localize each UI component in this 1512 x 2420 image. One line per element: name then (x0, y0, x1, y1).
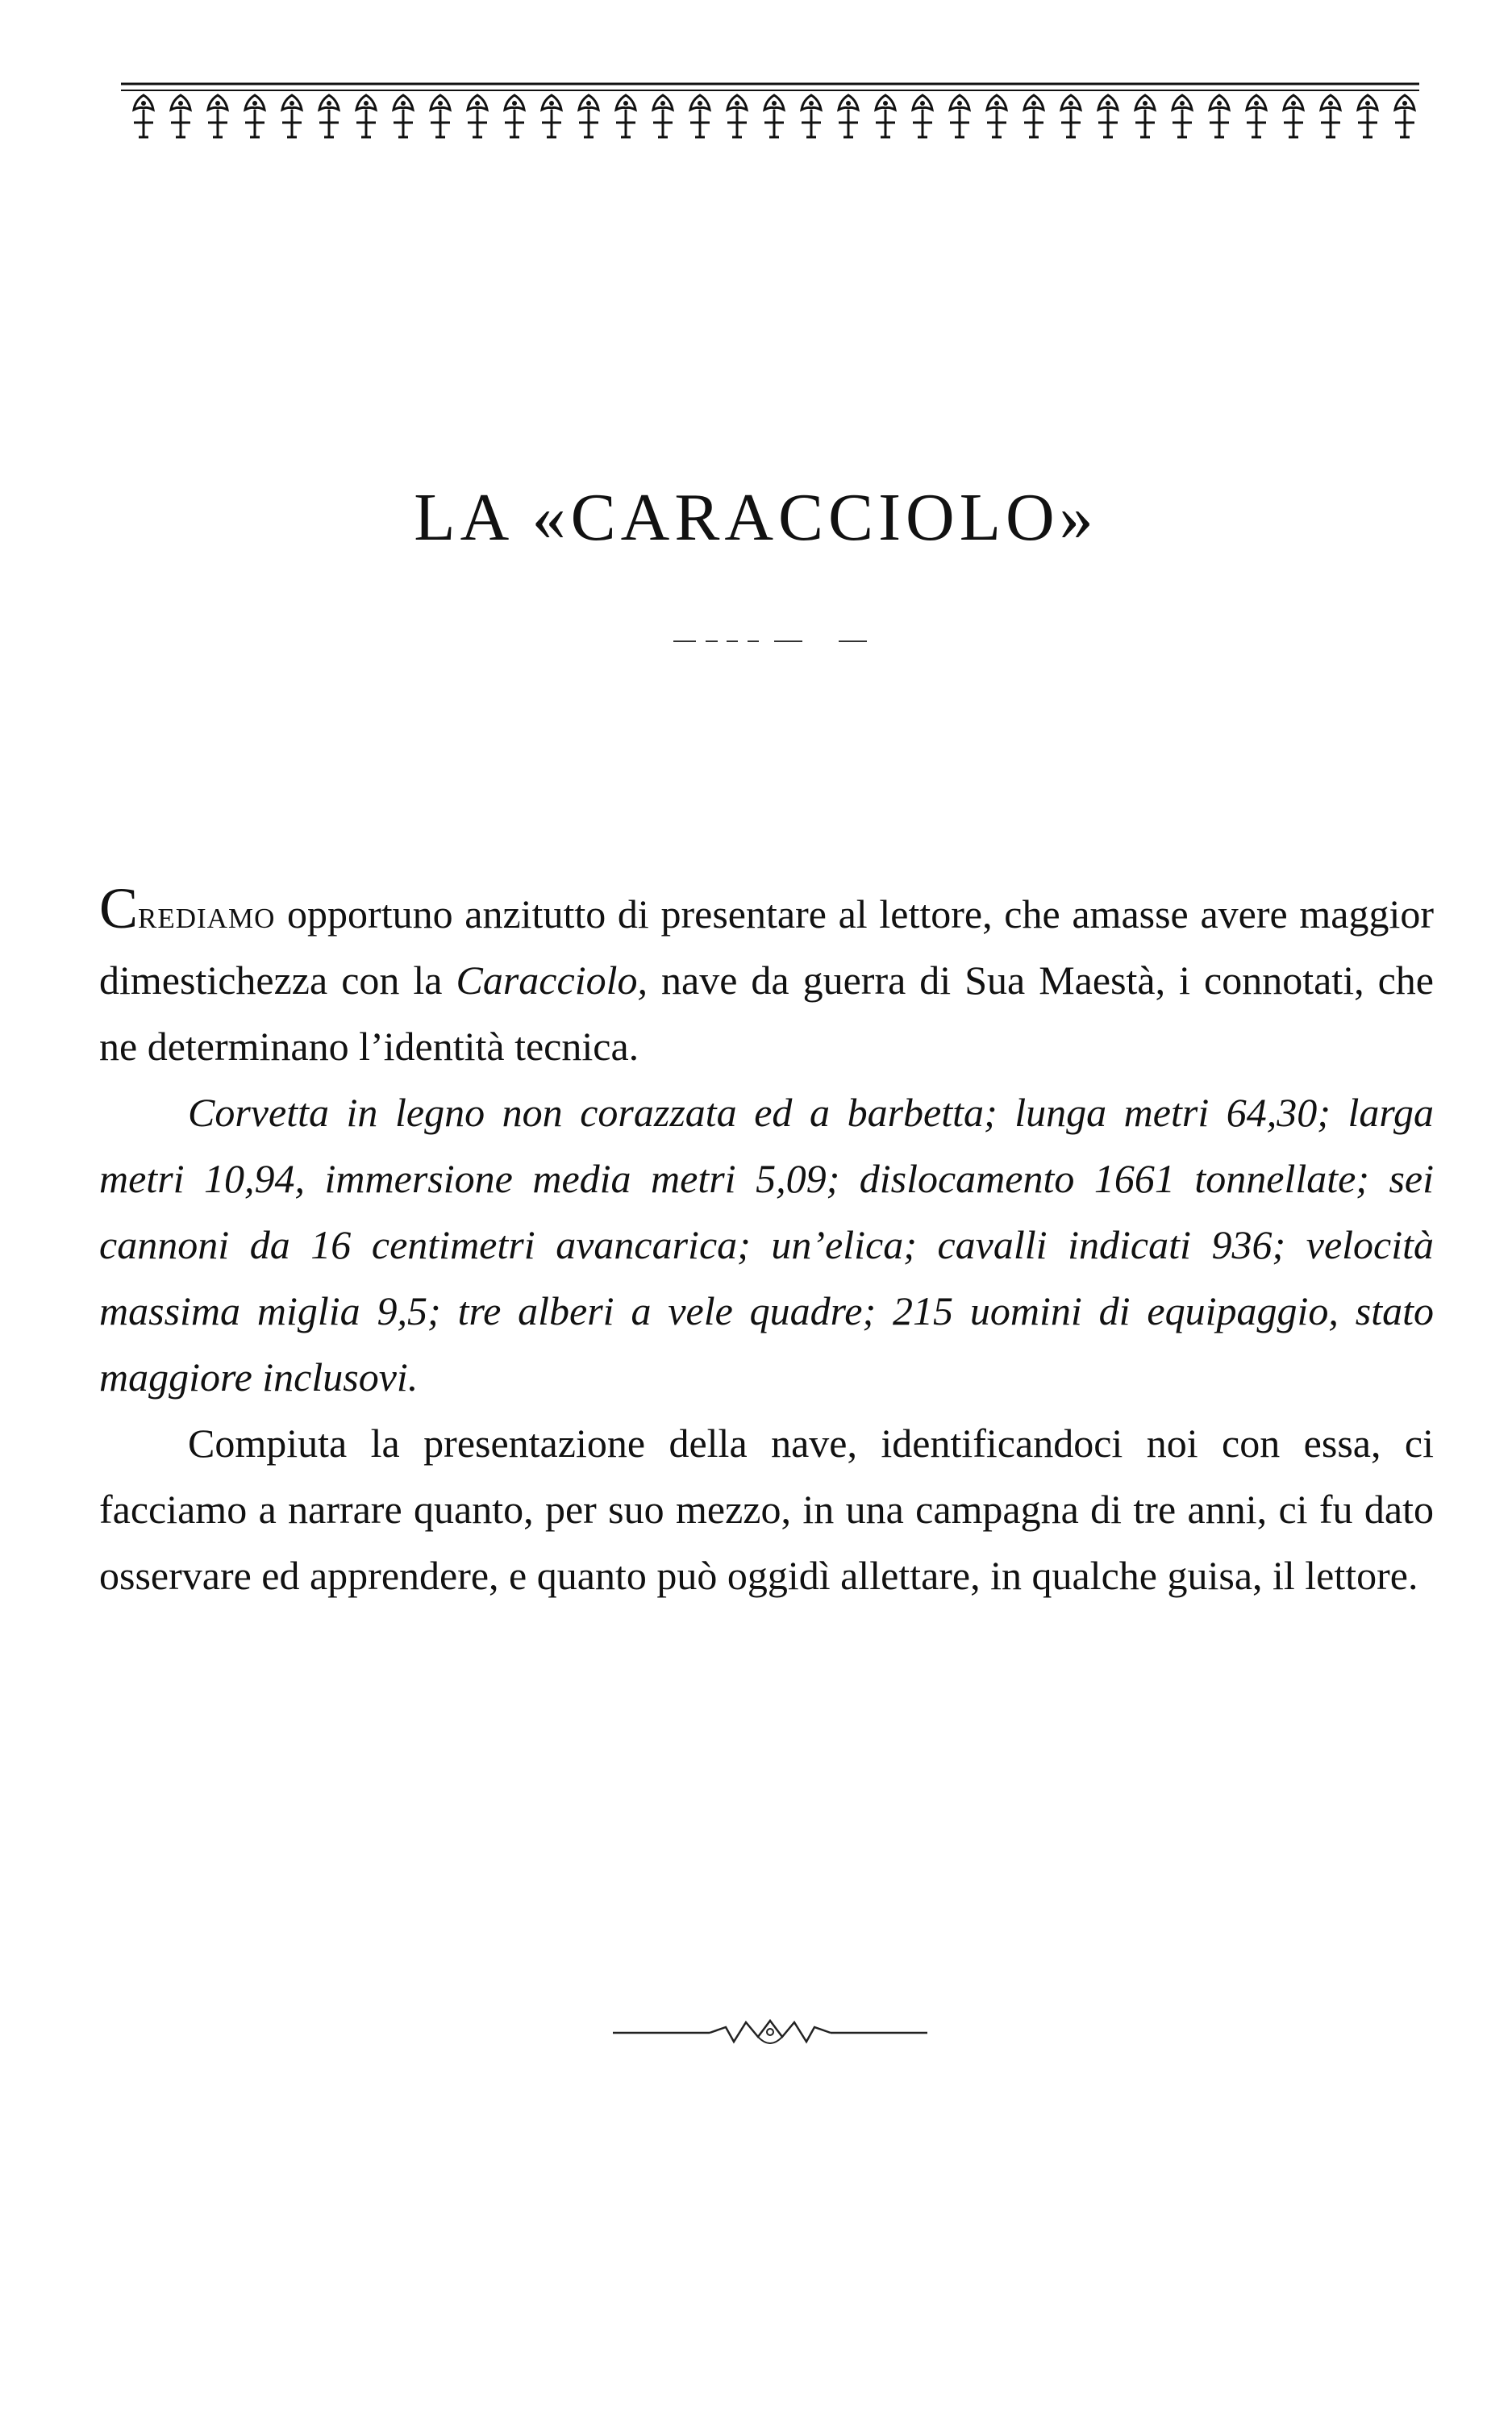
band-dot-icon (252, 101, 257, 106)
intro-text-1: opportuno anzitutto di presentare al lettore, che amasse avere maggior dimestichezza con la (99, 891, 1434, 1003)
band-dot-icon (215, 101, 220, 106)
band-dot-icon (289, 101, 294, 106)
band-dot-icon (512, 101, 517, 106)
band-dot-icon (549, 101, 554, 106)
band-dot-icon (178, 101, 183, 106)
band-dot-icon (957, 101, 962, 106)
band-dot-icon (1031, 101, 1036, 106)
band-dot-icon (735, 101, 739, 106)
dash-rule-icon (673, 637, 867, 645)
intro-paragraph (99, 876, 1434, 1079)
band-dot-icon (1365, 101, 1370, 106)
intro-text-2: nave da guerra di Sua Maestà, i connotati, che ne determinano l’identità tecnica. (99, 958, 1434, 1069)
dropcap: C (99, 876, 139, 941)
band-dot-icon (660, 101, 665, 106)
band-dot-icon (920, 101, 925, 106)
band-dot-icon (1291, 101, 1296, 106)
band-dot-icon (1143, 101, 1148, 106)
band-dot-icon (475, 101, 480, 106)
fleur-de-lis-band-icon (121, 81, 1419, 153)
band-dot-icon (1402, 101, 1407, 106)
page-title: LA «CARACCIOLO» (414, 480, 1098, 555)
band-dot-icon (698, 101, 702, 106)
band-dot-icon (586, 101, 591, 106)
band-dot-icon (438, 101, 443, 106)
closing-paragraph: Compiuta la presentazione della nave, identificandoci noi con essa, ci facciamo a narrare quanto, per suo mezzo, in una campagna di tre anni, ci fu dato osservare ed apprendere, e quanto può oggidì allettare, in qualche guisa, il lettore. (99, 1421, 1434, 1598)
ship-name: Caracciolo, (456, 958, 648, 1003)
band-dot-icon (401, 101, 406, 106)
band-dot-icon (1068, 101, 1073, 106)
band-dot-icon (1328, 101, 1333, 106)
tailpiece-flourish-icon (613, 2013, 927, 2053)
band-dot-icon (1254, 101, 1259, 106)
band-dot-icon (364, 101, 369, 106)
band-dot-icon (883, 101, 888, 106)
band-dot-icon (1106, 101, 1110, 106)
band-dot-icon (327, 101, 331, 106)
band-dot-icon (846, 101, 851, 106)
band-dot-icon (772, 101, 777, 106)
band-dot-icon (141, 101, 146, 106)
band-dot-icon (623, 101, 628, 106)
band-dot-icon (1217, 101, 1222, 106)
band-dot-icon (1180, 101, 1185, 106)
specs-paragraph: Corvetta in legno non corazzata ed a barbetta; lunga metri 64,30; larga metri 10,94, immersione media metri 5,09; dislocamento 1661 tonnellate; sei cannoni da 16 centimetri avancarica; un’elica; cavalli indicati 936; velocità massima miglia 9,5; tre alberi a vele quadre; 215 uomini di equipaggio, stato maggiore inclusovi. (99, 1090, 1434, 1400)
body-text (99, 876, 1434, 1608)
band-dot-icon (994, 101, 999, 106)
opening-word: rediamo (138, 891, 276, 937)
band-dot-icon (809, 101, 814, 106)
